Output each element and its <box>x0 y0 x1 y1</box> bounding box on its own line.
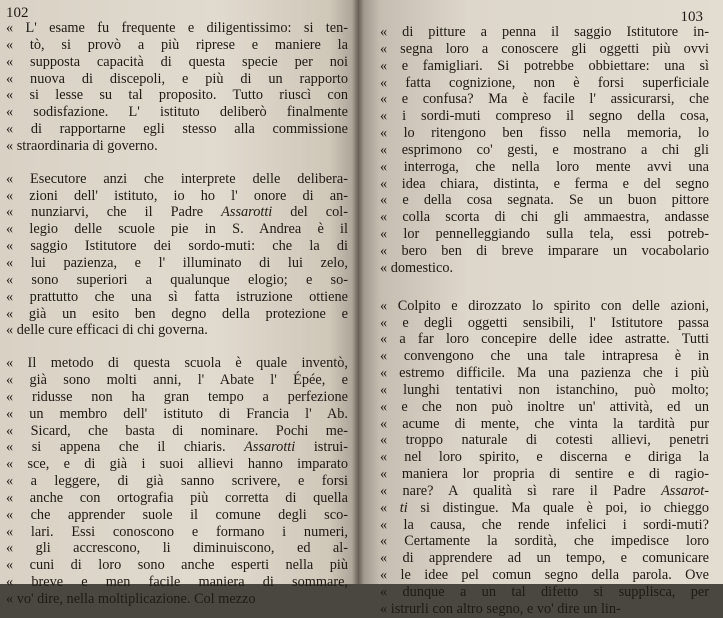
text-line: « Il metodo di questa scuola è quale inventò, <box>6 355 348 372</box>
text-line: « si lesse su tal proposito. Tutto riuscì con <box>6 87 348 104</box>
text-line: « estremo difficile. Ma una pazienza che i più <box>380 365 709 382</box>
left-page <box>0 0 358 607</box>
text-line: « di pitture a penna il saggio Istitutore in- <box>380 24 709 40</box>
text-line: « nare? A qualità sì rare il Padre Assarot- <box>380 482 709 499</box>
page-number: 103 <box>680 9 703 25</box>
text-line: « lunghi tentativi non istanchino, può molto; <box>380 381 709 398</box>
text-line: « acume di mente, che vinta la tardità pur <box>380 415 709 432</box>
text-line: « Colpito e dirozzato lo spirito con delle azioni, <box>380 297 709 314</box>
text-line: « dunque a un tal difetto si supplisca, per <box>380 584 709 600</box>
text-line: « cuni di loro sono anche esperti nella più <box>6 557 348 574</box>
text-line: « e degli oggetti sensibili, l' Istitutore passa <box>380 314 709 331</box>
text-line: « L' esame fu frequente e diligentissimo: si ten- <box>6 20 348 36</box>
text-line: « zioni dell' istituto, io ho l' onore di an- <box>6 187 348 204</box>
paragraph <box>380 24 709 277</box>
text-line: « e confusa? Ma è facile l' assicurarsi, che <box>380 91 709 108</box>
text-line: « di apprendere ad un tempo, e comunicare <box>380 550 709 567</box>
text-line: « maniera lor propria di sentire e di ragio- <box>380 466 709 483</box>
text-line: « Sicard, che basta di nominare. Pochi me- <box>6 422 348 439</box>
text-line: « esprimono co' gesti, e mostrano a chi gli <box>380 141 709 158</box>
text-line: « supposta capacità di questa specie per noi <box>6 53 348 70</box>
text-line: « già sono molti anni, l' Abate l' Épée, e <box>6 372 348 389</box>
text-line: « la causa, che rende infelici i sordi-muti? <box>380 516 709 533</box>
text-line: « le idee pel comun segno della parola. Ove <box>380 567 709 584</box>
text-line: « lui pazienza, e l' illuminato di lui zelo, <box>6 254 348 271</box>
text-line: « straordinaria di governo. <box>6 137 158 154</box>
paragraph <box>6 355 348 608</box>
text-line: « lo ritengono ben fisso nella memoria, lo <box>380 125 709 142</box>
text-line: « un membro dell' istituto di Francia l' Ab. <box>6 405 348 422</box>
text-line: « a leggere, di già sanno scrivere, e forsi <box>6 473 348 490</box>
text-line: « i sordi-muti compreso il segno della cosa, <box>380 108 709 125</box>
text-line: « ti si distingue. Ma quale è poi, io chieggo <box>380 499 709 516</box>
text-line: « troppo naturale di cotesti allievi, penetri <box>380 432 709 449</box>
page-number: 102 <box>6 5 29 21</box>
text-line: « segna loro a conoscere gli oggetti più ovvi <box>380 40 709 57</box>
text-line: « nel loro spirito, e discerna e diriga la <box>380 449 709 466</box>
text-line: « idea chiara, distinta, e ferma e del segno <box>380 175 709 192</box>
text-line: « e della cosa segnata. Se un buon pittore <box>380 192 709 209</box>
text-line: « saggio Istitutore dei sordo-muti: che la di <box>6 238 348 255</box>
text-line: « nuova di discepoli, e più di un rapporto <box>6 70 348 87</box>
text-line: « convengono che una tale intrapresa è in <box>380 348 709 365</box>
text-line: « anche con ortografia più corretta di quella <box>6 489 348 506</box>
text-line: « sce, e di già i suoi allievi hanno imparato <box>6 456 348 473</box>
text-line: « nunziarvi, che il Padre Assarotti del col- <box>6 204 349 221</box>
text-line: « di rapportarne egli stesso alla commissione <box>6 121 348 138</box>
paragraph <box>6 171 348 339</box>
book-gutter <box>352 0 364 584</box>
text-line: « interroga, che nella loro mente avvi una <box>380 158 709 175</box>
text-line: « a far loro concepire delle idee astratte. Tutti <box>380 331 709 348</box>
text-line: « domestico. <box>380 259 454 276</box>
text-line: « e famigliari. Si potrebbe obbiettare: una sì <box>380 57 709 74</box>
paragraph <box>380 298 709 618</box>
text-line: « colla scorta di chi gli ammaestra, andasse <box>380 209 709 226</box>
text-line: « fatta cognizione, non è forsi superficiale <box>380 74 709 91</box>
text-line: « che apprender suole il comune degli sco- <box>6 506 348 523</box>
text-line: « breve e men facile maniera di sommare, <box>6 574 348 591</box>
text-line: « sodisfazione. L' istituto deliberò finalmente <box>6 104 348 121</box>
text-line: « e che non può inoltre un' attività, ed un <box>380 398 709 415</box>
text-line: « lari. Essi conoscono e formano i numeri, <box>6 523 348 540</box>
text-line: « delle cure efficaci di chi governa. <box>6 322 208 339</box>
text-line: « lor pennelleggiando sulla tela, essi potreb- <box>380 226 709 243</box>
text-line: « Certamente la sordità, che impedisce loro <box>380 533 709 550</box>
text-line: « sono superiori a qualunque elogio; e so- <box>6 271 348 288</box>
text-line: « legio delle scuole pie in S. Andrea è il <box>6 221 348 238</box>
text-line: « istrurli con altro segno, e vo' dire un lin- <box>380 600 621 617</box>
text-line: « già un esito ben degno della protezione e <box>6 305 348 322</box>
text-line: « tò, si provò a più riprese e maniere la <box>6 36 348 53</box>
right-page <box>358 0 723 617</box>
text-line: « prattutto che una sì fatta istruzione ottiene <box>6 288 348 305</box>
paragraph <box>6 20 348 155</box>
text-line: « Esecutore anzi che interprete delle delibera- <box>6 170 348 187</box>
text-line: « vo' dire, nella moltiplicazione. Col mezzo <box>6 591 256 607</box>
text-line: « ridusse non ha gran tempo a perfezione <box>6 388 348 405</box>
text-line: « bero ben di breve imparare un vocabolario <box>380 242 709 259</box>
text-line: « si appena che il chiaris. Assarotti istrui- <box>6 439 348 456</box>
text-line: « gli accrescono, li diminuiscono, ed al- <box>6 540 348 557</box>
